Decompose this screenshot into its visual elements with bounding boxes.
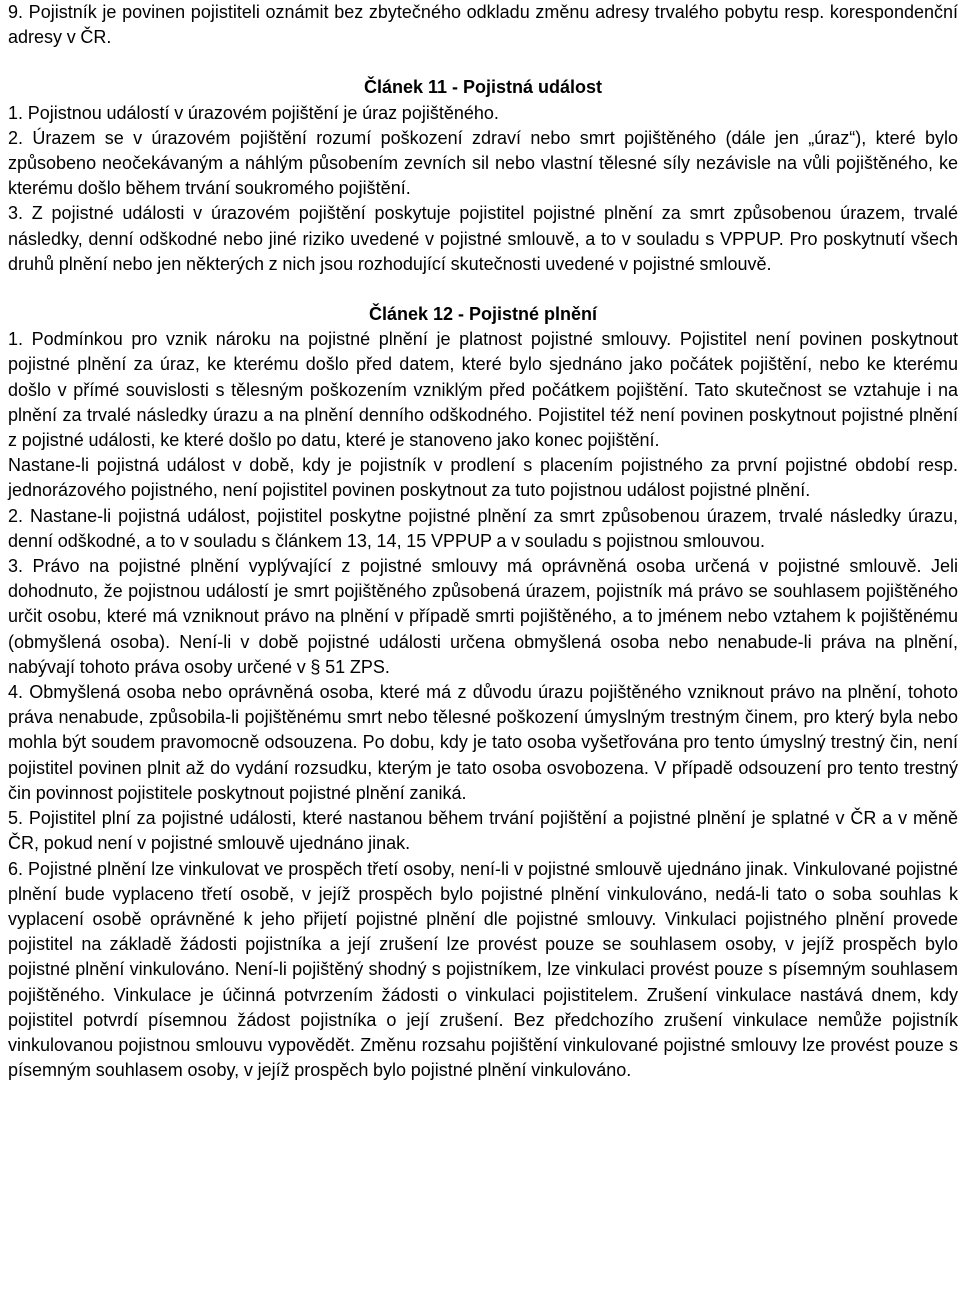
- article-12-paragraph-6: 6. Pojistné plnění lze vinkulovat ve prospěch třetí osoby, není-li v pojistné smlouvě ujednáno jinak. Vinkulované pojistné plnění bude vyplaceno třetí osobě, v jejíž prospěch bylo pojistné plnění vinkulováno, nedá-li tato o soba souhlas k vyplacení osobě oprávněné k jeho přijetí pojistné plnění dle pojistné smlouvy. Vinkulaci pojistného plnění provede pojistitel na základě žádosti pojistníka a její zrušení lze provést pouze se souhlasem osoby, v jejíž prospěch bylo pojistné plnění vinkulováno. Není-li pojištěný shodný s pojistníkem, lze vinkulaci provést pouze s písemným souhlasem pojištěného. Vinkulace je účinná potvrzením žádosti o vinkulaci pojistitelem. Zrušení vinkulace nastává dnem, kdy pojistitel potvrdí písemnou žádost pojistníka o její zrušení. Bez předchozího zrušení vinkulace nemůže pojistník vinkulovanou pojistnou smlouvu vypovědět. Změnu rozsahu pojištění vinkulované pojistné smlouvy lze provést pouze s písemným souhlasem osoby, v jejíž prospěch bylo pojistné plnění vinkulováno.: [8, 858, 958, 1081]
- document-page: [8, 0, 958, 1083]
- spacer: [8, 50, 958, 75]
- article-11-title: Článek 11 - Pojistná událost: [363, 77, 603, 98]
- article-12-title: Článek 12 - Pojistné plnění: [368, 304, 598, 325]
- article-12-paragraph-1: 1. Podmínkou pro vznik nároku na pojistné plnění je platnost pojistné smlouvy. Pojistitel není povinen poskytnout pojistné plnění za úraz, ke kterému došlo před datem, které bylo sjednáno jako počátek pojištění, nebo ke kterému došlo v přímé souvislosti s tělesným poškozením vzniklým před počátkem pojištění. Tato skutečnost se vztahuje i na plnění za trvalé následky úrazu a na plnění denního odškodného. Pojistitel též není povinen poskytnout pojistné plnění z pojistné události, ke které došlo po datu, které je stanoveno jako konec pojištění.: [8, 329, 958, 451]
- article-11-paragraph-1: 1. Pojistnou událostí v úrazovém pojištění je úraz pojištěného.: [8, 102, 499, 123]
- article-12-paragraph-5: 5. Pojistitel plní za pojistné události, které nastanou během trvání pojištění a pojistné plnění je splatné v ČR a v měně ČR, pokud není v pojistné smlouvě ujednáno jinak.: [8, 808, 958, 854]
- article-12-paragraph-1b: Nastane-li pojistná událost v době, kdy je pojistník v prodlení s placením pojistného za první pojistné období resp. jednorázového pojistného, není pojistitel povinen poskytnout za tuto pojistnou událost pojistné plnění.: [8, 455, 958, 501]
- article-12-paragraph-3: 3. Právo na pojistné plnění vyplývající z pojistné smlouvy má oprávněná osoba určená v pojistné smlouvě. Jeli dohodnuto, že pojistnou událostí je smrt pojištěného způsobená úrazem, pojistník má právo se souhlasem pojištěného určit osobu, které má vzniknout právo na plnění v případě smrti pojištěného, a to jménem nebo vztahem k pojištěnému (obmyšlená osoba). Není-li v době pojistné události určena obmyšlená osoba nebo nenabude-li práva na plnění, nabývají tohoto práva osoby určené v § 51 ZPS.: [8, 556, 958, 677]
- article-12-paragraph-2: 2. Nastane-li pojistná událost, pojistitel poskytne pojistné plnění za smrt způsobenou úrazem, trvalé následky úrazu, denní odškodné, a to v souladu s článkem 13, 14, 15 VPPUP a v souladu s pojistnou smlouvou.: [8, 505, 958, 551]
- intro-paragraph: 9. Pojistník je povinen pojistiteli oznámit bez zbytečného odkladu změnu adresy trvalého pobytu resp. korespondenční adresy v ČR.: [8, 2, 958, 48]
- article-12-paragraph-4: 4. Obmyšlená osoba nebo oprávněná osoba, které má z důvodu úrazu pojištěného vzniknout právo na plnění, tohoto práva nenabude, způsobila-li pojištěnému smrt nebo tělesné poškození úmyslným trestným činem, pro který byla nebo mohla být soudem pravomocně odsouzena. Po dobu, kdy je tato osoba vyšetřována pro tento úmyslný trestný čin, není pojistitel povinen plnit až do vydání rozsudku, kterým je tato osoba osvobozena. V případě odsouzení pro tento trestný čin povinnost pojistitele poskytnout pojistné plnění zaniká.: [8, 682, 958, 803]
- spacer: [8, 277, 958, 302]
- article-11-paragraph-2: 2. Úrazem se v úrazovém pojištění rozumí poškození zdraví nebo smrt pojištěného (dále jen „úraz“), které bylo způsobeno neočekávaným a náhlým působením zevních sil nebo vlastní tělesné síly nezávisle na vůli pojištěného, ke kterému došlo během trvání soukromého pojištění.: [8, 127, 958, 199]
- article-11-paragraph-3: 3. Z pojistné události v úrazovém pojištění poskytuje pojistitel pojistné plnění za smrt způsobenou úrazem, trvalé následky, denní odškodné nebo jiné riziko uvedené v pojistné smlouvě, a to v souladu s VPPUP. Pro poskytnutí všech druhů plnění nebo jen některých z nich jsou rozhodující skutečnosti uvedené v pojistné smlouvě.: [8, 203, 958, 274]
